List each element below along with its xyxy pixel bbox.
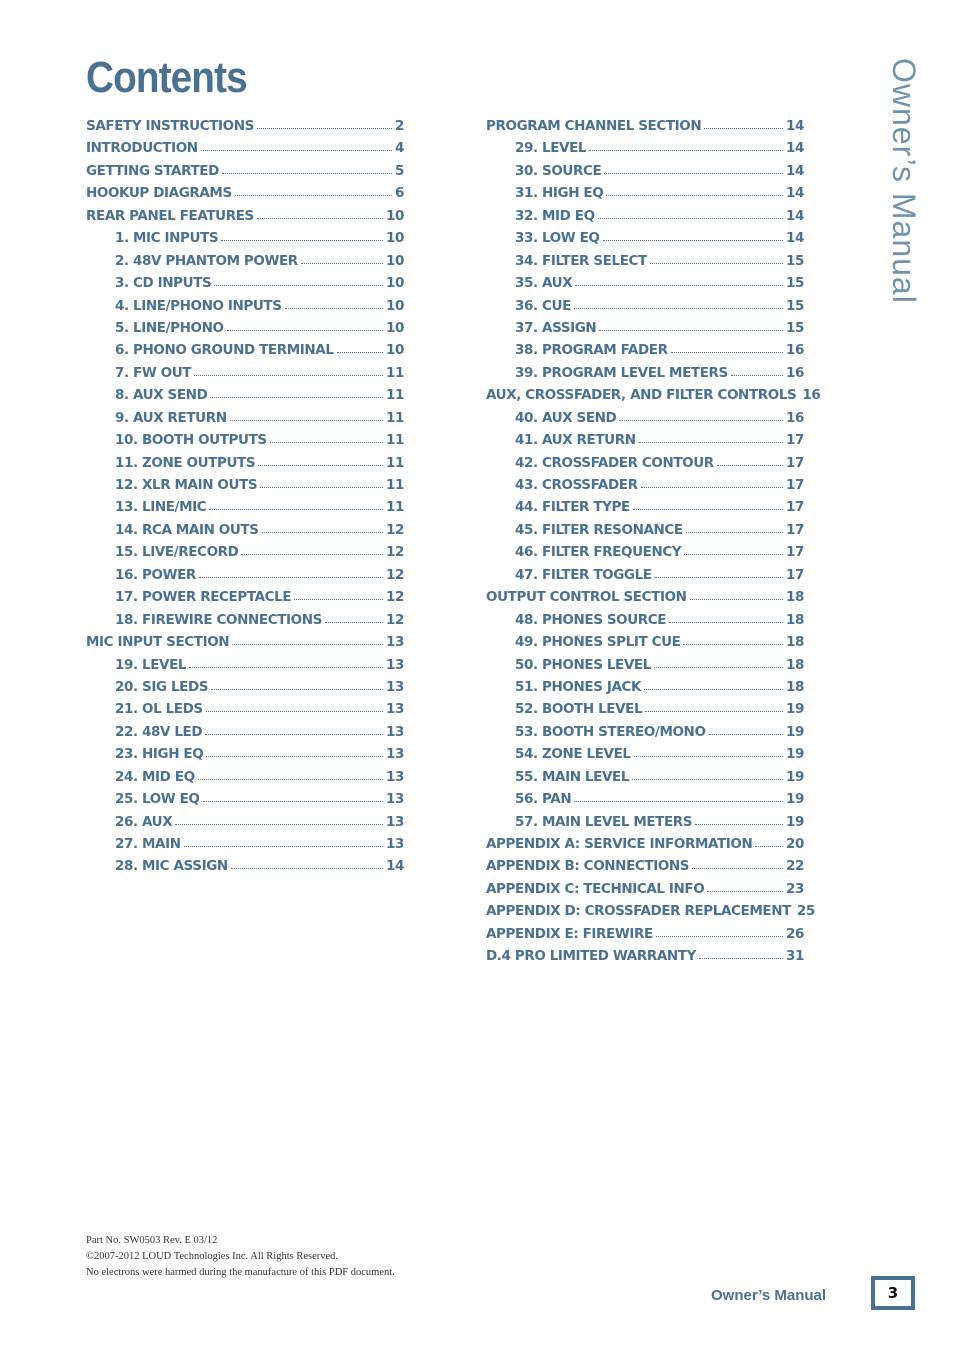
toc-entry-page: 25 — [796, 903, 815, 920]
toc-entry-page: 2 — [395, 118, 404, 134]
toc-entry-page: 11 — [386, 499, 404, 516]
dot-leader — [199, 577, 383, 578]
toc-entry-page: 17 — [786, 432, 804, 449]
toc-entry-label: APPENDIX A: SERVICE INFORMATION — [486, 836, 753, 852]
dot-leader — [650, 263, 783, 264]
toc-entry-label: 57. MAIN LEVEL METERS — [515, 813, 693, 830]
dot-leader — [232, 644, 383, 645]
dot-leader — [717, 465, 783, 466]
toc-entry-label: 1. MIC INPUTS — [115, 230, 219, 247]
toc-entry-page: 22 — [786, 858, 804, 875]
toc-entry-page: 18 — [786, 634, 804, 651]
toc-entry-page: 19 — [786, 701, 804, 718]
toc-entry-page: 14 — [786, 185, 804, 202]
toc-entry-page: 13 — [386, 678, 404, 695]
toc-entry-page: 11 — [386, 454, 404, 471]
toc-entry-label: 55. MAIN LEVEL — [515, 768, 630, 785]
toc-subentry[interactable] — [486, 541, 804, 563]
dot-leader — [194, 375, 383, 376]
toc-entry-label: APPENDIX D: CROSSFADER REPLACEMENT — [486, 903, 791, 920]
toc-entry-page: 17 — [786, 544, 804, 561]
toc-entry[interactable] — [86, 631, 404, 653]
toc-subentry[interactable] — [486, 339, 804, 361]
toc-entry-label: 46. FILTER FREQUENCY — [515, 544, 682, 561]
toc-entry-label: 21. OL LEDS — [115, 701, 203, 718]
dot-leader — [227, 330, 383, 331]
toc-entry-label: 35. AUX — [515, 275, 573, 292]
toc-entry-label: 32. MID EQ — [515, 207, 595, 224]
toc-subentry[interactable] — [486, 743, 804, 765]
toc-entry-label: 6. PHONO GROUND TERMINAL — [115, 342, 334, 359]
toc-subentry[interactable] — [486, 205, 804, 227]
toc-entry-label: 10. BOOTH OUTPUTS — [115, 432, 267, 449]
toc-entry-label: 44. FILTER TYPE — [515, 499, 630, 516]
toc-subentry[interactable] — [86, 474, 404, 496]
toc-entry-page: 26 — [786, 925, 804, 942]
footer-label: Owner’s Manual — [711, 1287, 827, 1304]
toc-entry-page: 15 — [786, 297, 804, 314]
toc-entry-page: 18 — [786, 678, 804, 695]
toc-entry-label: 45. FILTER RESONANCE — [515, 521, 683, 538]
toc-entry-page: 10 — [386, 207, 404, 224]
toc-subentry[interactable] — [86, 452, 404, 474]
toc-subentry[interactable] — [486, 317, 804, 339]
dot-leader — [686, 532, 783, 533]
toc-entry-label: 4. LINE/PHONO INPUTS — [115, 297, 282, 314]
dot-leader — [634, 756, 783, 757]
toc-entry-page: 10 — [386, 252, 404, 269]
toc-entry-label: REAR PANEL FEATURES — [86, 207, 254, 224]
footer-note: No electrons were harmed during the manufacture of this PDF document. — [86, 1267, 395, 1278]
toc-subentry[interactable] — [86, 676, 404, 698]
page-number-box — [871, 1276, 915, 1310]
dot-leader — [257, 128, 392, 129]
toc-entry-label: APPENDIX B: CONNECTIONS — [486, 858, 690, 875]
page-number: 3 — [875, 1280, 911, 1306]
toc-entry-label: GETTING STARTED — [86, 162, 219, 179]
toc-entry-page: 14 — [786, 207, 804, 224]
toc-entry-label: 27. MAIN — [115, 836, 181, 852]
toc-entry[interactable] — [86, 115, 404, 137]
toc-subentry[interactable] — [486, 766, 804, 788]
toc-entry[interactable] — [486, 115, 804, 137]
toc-entry-label: 36. CUE — [515, 297, 571, 314]
dot-leader — [632, 779, 783, 780]
dot-leader — [262, 532, 383, 533]
toc-entry-page: 17 — [786, 499, 804, 516]
toc-entry-label: APPENDIX C: TECHNICAL INFO — [486, 880, 705, 897]
dot-leader — [257, 218, 383, 219]
toc-entry[interactable] — [486, 878, 804, 900]
toc-entry[interactable] — [486, 945, 804, 967]
dot-leader — [210, 397, 383, 398]
dot-leader — [301, 263, 383, 264]
dot-leader — [598, 218, 783, 219]
toc-subentry[interactable] — [486, 182, 804, 204]
toc-entry[interactable] — [486, 923, 804, 945]
toc-subentry[interactable] — [86, 766, 404, 788]
toc-entry[interactable] — [86, 182, 404, 204]
dot-leader — [222, 173, 392, 174]
toc-entry-page: 6 — [395, 185, 404, 202]
toc-left-column — [86, 115, 404, 878]
toc-entry-label: 30. SOURCE — [515, 162, 602, 179]
toc-entry-page: 14 — [786, 140, 804, 157]
toc-entry-label: SAFETY INSTRUCTIONS — [86, 118, 254, 134]
toc-subentry[interactable] — [86, 654, 404, 676]
toc-entry-label: 41. AUX RETURN — [515, 432, 636, 449]
toc-subentry[interactable] — [486, 721, 804, 743]
side-title: Owner’s Manual — [886, 58, 922, 304]
toc-entry-label: D.4 PRO LIMITED WARRANTY — [486, 948, 696, 965]
toc-entry[interactable] — [86, 137, 404, 159]
toc-entry-page: 18 — [786, 656, 804, 673]
toc-subentry[interactable] — [86, 227, 404, 249]
toc-entry-label: 7. FW OUT — [115, 364, 192, 381]
toc-entry-page: 13 — [386, 813, 404, 830]
dot-leader — [205, 734, 383, 735]
toc-entry[interactable] — [486, 855, 804, 877]
toc-entry-label: 14. RCA MAIN OUTS — [115, 521, 259, 538]
toc-entry-label: MIC INPUT SECTION — [86, 634, 230, 651]
toc-subentry[interactable] — [486, 654, 804, 676]
toc-entry-page: 17 — [786, 521, 804, 538]
dot-leader — [606, 195, 783, 196]
toc-subentry[interactable] — [86, 788, 404, 810]
toc-entry-page: 19 — [786, 723, 804, 740]
toc-entry-page: 18 — [786, 589, 804, 606]
toc-subentry[interactable] — [86, 721, 404, 743]
toc-entry-page: 16 — [786, 409, 804, 426]
toc-subentry[interactable] — [86, 317, 404, 339]
toc-entry-label: 24. MID EQ — [115, 768, 195, 785]
toc-entry-page: 11 — [386, 477, 404, 493]
toc-entry-page: 19 — [786, 768, 804, 785]
toc-entry-page: 14 — [786, 162, 804, 179]
toc-subentry[interactable] — [486, 609, 804, 631]
toc-subentry[interactable] — [486, 272, 804, 294]
toc-entry-label: 12. XLR MAIN OUTS — [115, 477, 258, 493]
dot-leader — [574, 801, 783, 802]
dot-leader — [669, 622, 783, 623]
dot-leader — [639, 442, 783, 443]
toc-entry-label: 9. AUX RETURN — [115, 409, 227, 426]
page-title: Contents — [86, 53, 247, 102]
dot-leader — [692, 868, 783, 869]
toc-entry-page: 14 — [386, 858, 404, 875]
toc-subentry[interactable] — [86, 698, 404, 720]
dot-leader — [690, 599, 783, 600]
toc-entry-page: 11 — [386, 432, 404, 449]
toc-entry[interactable] — [86, 160, 404, 182]
dot-leader — [231, 868, 383, 869]
toc-entry-label: 28. MIC ASSIGN — [115, 858, 228, 875]
toc-subentry[interactable] — [486, 788, 804, 810]
toc-entry-page: 12 — [386, 611, 404, 628]
toc-entry-label: 48. PHONES SOURCE — [515, 611, 667, 628]
toc-entry-label: 5. LINE/PHONO — [115, 319, 224, 336]
toc-entry-label: 34. FILTER SELECT — [515, 252, 647, 269]
dot-leader — [604, 173, 783, 174]
toc-entry-page: 17 — [786, 477, 804, 493]
toc-entry-page: 13 — [386, 701, 404, 718]
toc-subentry[interactable] — [486, 564, 804, 586]
dot-leader — [241, 554, 383, 555]
toc-entry-label: 52. BOOTH LEVEL — [515, 701, 643, 718]
dot-leader — [198, 779, 383, 780]
toc-entry[interactable] — [486, 833, 804, 855]
toc-entry-page: 19 — [786, 813, 804, 830]
dot-leader — [337, 352, 383, 353]
toc-entry-label: APPENDIX E: FIREWIRE — [486, 925, 653, 942]
toc-entry[interactable] — [86, 205, 404, 227]
toc-entry-page: 5 — [395, 162, 404, 179]
toc-entry-label: 2. 48V PHANTOM POWER — [115, 252, 298, 269]
toc-subentry[interactable] — [86, 407, 404, 429]
dot-leader — [203, 801, 383, 802]
dot-leader — [709, 734, 783, 735]
toc-entry-page: 11 — [386, 409, 404, 426]
dot-leader — [599, 330, 783, 331]
toc-entry-label: 20. SIG LEDS — [115, 678, 209, 695]
toc-entry[interactable] — [486, 900, 815, 922]
toc-subentry[interactable] — [86, 586, 404, 608]
toc-subentry[interactable] — [486, 362, 804, 384]
toc-entry-label: 51. PHONES JACK — [515, 678, 642, 695]
toc-entry-page: 10 — [386, 275, 404, 292]
toc-entry-label: OUTPUT CONTROL SECTION — [486, 589, 687, 606]
toc-entry-page: 14 — [786, 118, 804, 134]
dot-leader — [294, 599, 383, 600]
toc-entry-page: 10 — [386, 319, 404, 336]
toc-entry-label: 38. PROGRAM FADER — [515, 342, 668, 359]
toc-subentry[interactable] — [86, 362, 404, 384]
toc-subentry[interactable] — [86, 743, 404, 765]
toc-entry-page: 20 — [786, 836, 804, 852]
dot-leader — [175, 824, 383, 825]
toc-entry-page: 17 — [786, 566, 804, 583]
dot-leader — [671, 352, 783, 353]
toc-subentry[interactable] — [486, 250, 804, 272]
toc-subentry[interactable] — [486, 407, 804, 429]
toc-subentry[interactable] — [486, 137, 804, 159]
toc-right-column — [486, 115, 821, 968]
toc-entry-label: 23. HIGH EQ — [115, 746, 204, 763]
part-number: Part No. SW0503 Rev. E 03/12 — [86, 1235, 218, 1246]
dot-leader — [235, 195, 392, 196]
toc-entry-page: 10 — [386, 342, 404, 359]
toc-subentry[interactable] — [86, 609, 404, 631]
toc-entry-label: 47. FILTER TOGGLE — [515, 566, 652, 583]
dot-leader — [656, 936, 783, 937]
dot-leader — [654, 667, 783, 668]
toc-entry-page: 13 — [386, 723, 404, 740]
toc-subentry[interactable] — [486, 474, 804, 496]
toc-entry-page: 13 — [386, 836, 404, 852]
toc-entry-label: 56. PAN — [515, 791, 572, 808]
toc-entry-page: 13 — [386, 768, 404, 785]
toc-entry-page: 19 — [786, 746, 804, 763]
toc-entry-page: 18 — [786, 611, 804, 628]
toc-entry-page: 12 — [386, 544, 404, 561]
toc-entry-page: 15 — [786, 319, 804, 336]
dot-leader — [270, 442, 383, 443]
toc-entry-page: 13 — [386, 791, 404, 808]
dot-leader — [755, 846, 783, 847]
dot-leader — [258, 465, 383, 466]
toc-subentry[interactable] — [486, 519, 804, 541]
toc-entry-label: 16. POWER — [115, 566, 196, 583]
toc-subentry[interactable] — [86, 250, 404, 272]
toc-entry-page: 15 — [786, 252, 804, 269]
toc-entry-page: 12 — [386, 589, 404, 606]
toc-entry-label: 22. 48V LED — [115, 723, 203, 740]
dot-leader — [644, 689, 783, 690]
dot-leader — [641, 487, 783, 488]
toc-entry-page: 12 — [386, 521, 404, 538]
toc-subentry[interactable] — [486, 811, 804, 833]
dot-leader — [325, 622, 383, 623]
toc-subentry[interactable] — [86, 833, 404, 855]
dot-leader — [684, 554, 783, 555]
toc-subentry[interactable] — [86, 272, 404, 294]
toc-subentry[interactable] — [486, 496, 804, 518]
dot-leader — [206, 711, 383, 712]
toc-entry-page: 12 — [386, 566, 404, 583]
toc-subentry[interactable] — [86, 429, 404, 451]
toc-entry-page: 19 — [786, 791, 804, 808]
toc-entry-page: 11 — [386, 387, 404, 404]
toc-entry-label: 26. AUX — [115, 813, 173, 830]
toc-entry-page: 10 — [386, 230, 404, 247]
toc-entry-label: INTRODUCTION — [86, 140, 198, 157]
toc-entry-label: 29. LEVEL — [515, 140, 587, 157]
toc-entry-page: 11 — [386, 364, 404, 381]
dot-leader — [184, 846, 383, 847]
dot-leader — [214, 285, 383, 286]
dot-leader — [704, 128, 783, 129]
copyright-line: ©2007-2012 LOUD Technologies Inc. All Rights Reserved. — [86, 1251, 339, 1262]
dot-leader — [260, 487, 383, 488]
toc-entry-label: 25. LOW EQ — [115, 791, 200, 808]
toc-entry-label: 39. PROGRAM LEVEL METERS — [515, 364, 728, 381]
toc-entry-page: 13 — [386, 656, 404, 673]
dot-leader — [575, 285, 783, 286]
toc-entry-label: HOOKUP DIAGRAMS — [86, 185, 232, 202]
toc-entry-label: 53. BOOTH STEREO/MONO — [515, 723, 706, 740]
dot-leader — [707, 891, 783, 892]
toc-entry-label: 11. ZONE OUTPUTS — [115, 454, 256, 471]
toc-entry-label: 8. AUX SEND — [115, 387, 208, 404]
dot-leader — [619, 420, 783, 421]
toc-entry-label: AUX, CROSSFADER, AND FILTER CONTROLS — [486, 387, 797, 404]
toc-subentry[interactable] — [86, 384, 404, 406]
dot-leader — [206, 756, 383, 757]
toc-entry-label: 3. CD INPUTS — [115, 275, 212, 292]
dot-leader — [285, 308, 383, 309]
dot-leader — [603, 240, 783, 241]
toc-entry-page: 31 — [786, 948, 804, 965]
toc-entry-page: 16 — [802, 387, 821, 404]
toc-entry-label: 15. LIVE/RECORD — [115, 544, 239, 561]
toc-subentry[interactable] — [86, 564, 404, 586]
dot-leader — [655, 577, 783, 578]
toc-entry-label: 33. LOW EQ — [515, 230, 600, 247]
toc-entry-page: 14 — [786, 230, 804, 247]
toc-subentry[interactable] — [86, 295, 404, 317]
toc-subentry[interactable] — [486, 429, 804, 451]
toc-entry-label: PROGRAM CHANNEL SECTION — [486, 118, 702, 134]
toc-entry-label: 19. LEVEL — [115, 656, 187, 673]
toc-entry-label: 37. ASSIGN — [515, 319, 597, 336]
toc-entry[interactable] — [486, 586, 804, 608]
toc-entry-page: 15 — [786, 275, 804, 292]
toc-subentry[interactable] — [486, 676, 804, 698]
dot-leader — [683, 644, 783, 645]
toc-entry-page: 4 — [395, 140, 404, 157]
dot-leader — [574, 308, 783, 309]
toc-subentry[interactable] — [486, 452, 804, 474]
toc-entry-label: 42. CROSSFADER CONTOUR — [515, 454, 714, 471]
toc-subentry[interactable] — [86, 519, 404, 541]
toc-subentry[interactable] — [486, 160, 804, 182]
dot-leader — [731, 375, 783, 376]
dot-leader — [189, 667, 383, 668]
toc-entry-label: 13. LINE/MIC — [115, 499, 207, 516]
toc-subentry[interactable] — [486, 631, 804, 653]
toc-entry-label: 54. ZONE LEVEL — [515, 746, 631, 763]
toc-entry-label: 50. PHONES LEVEL — [515, 656, 651, 673]
toc-subentry[interactable] — [86, 339, 404, 361]
toc-subentry[interactable] — [486, 295, 804, 317]
dot-leader — [230, 420, 383, 421]
dot-leader — [211, 689, 383, 690]
dot-leader — [695, 824, 783, 825]
toc-subentry[interactable] — [486, 698, 804, 720]
toc-entry-label: 31. HIGH EQ — [515, 185, 604, 202]
toc-entry-page: 16 — [786, 364, 804, 381]
toc-entry-page: 23 — [786, 880, 804, 897]
toc-entry-page: 10 — [386, 297, 404, 314]
toc-entry-page: 13 — [386, 634, 404, 651]
toc-entry-page: 16 — [786, 342, 804, 359]
dot-leader — [699, 958, 783, 959]
dot-leader — [209, 509, 383, 510]
dot-leader — [201, 150, 392, 151]
dot-leader — [645, 711, 783, 712]
toc-subentry[interactable] — [486, 227, 804, 249]
toc-subentry[interactable] — [86, 541, 404, 563]
toc-entry-label: 18. FIREWIRE CONNECTIONS — [115, 611, 322, 628]
toc-entry-label: 49. PHONES SPLIT CUE — [515, 634, 681, 651]
toc-subentry[interactable] — [86, 496, 404, 518]
dot-leader — [633, 509, 783, 510]
toc-entry-page: 17 — [786, 454, 804, 471]
toc-entry-label: 17. POWER RECEPTACLE — [115, 589, 292, 606]
toc-subentry[interactable] — [86, 811, 404, 833]
toc-entry[interactable] — [486, 384, 821, 406]
toc-entry-label: 40. AUX SEND — [515, 409, 617, 426]
toc-entry-page: 13 — [386, 746, 404, 763]
dot-leader — [221, 240, 383, 241]
dot-leader — [589, 150, 783, 151]
footer-notes — [86, 1233, 395, 1281]
toc-entry-label: 43. CROSSFADER — [515, 477, 638, 493]
toc-subentry[interactable] — [86, 855, 404, 877]
